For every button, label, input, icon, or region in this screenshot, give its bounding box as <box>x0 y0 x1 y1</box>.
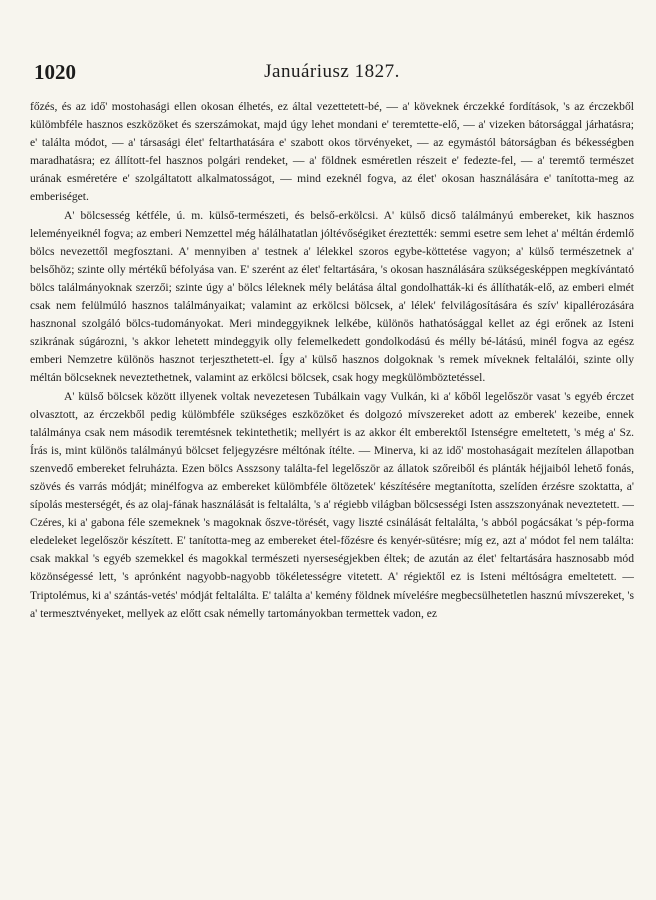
book-page <box>30 60 634 880</box>
paragraph-continuation: főzés, és az idő' mostohasági ellen okosan élhetés, ez által vezettetett-bé, — a' köveknek érczekké fordítások, 's az érczekből külömbféle hasznos eszközöket és szerszámokat, majd úgy lehet mondani e' teremtette-elő, — a' vizeken bátorsággal járhatásra; e' találta módot, — a' társasági élet' feltarthatására e' szabott okos törvényeket, — az egymástól bátorságban és békességben maradhatásra; ez állított-fel hasznos polgári rendeket, — a' földnek esméretlen részeit e' fedezte-fel, — a' teremtő természet urának esméretére e' szolgáltatott alkalmatosságot, — mind ezeknél fogva, az élet' okosan használására e' tanította-meg az emberiséget. <box>30 100 634 204</box>
paragraph-wisdom-types: A' bölcsesség kétféle, ú. m. külső-természeti, és belső-erkölcsi. A' külső dicső találmányú embereket, kik hasznos leleményeiknél fogva; az emberi Nemzettel még hálálhatatlan jóltévőségiket éreztették: semmi esetre sem lehet a' méltán érdemlő bölcs nevezettől megfosztani. A' mennyiben a' testnek a' lélekkel szoros egybe-köttetése vagyon; a' külső természetnek a' belsőhöz; szinte olly mértékű béfolyása van. E' szerént az élet' feltartására, 's okosan használására szükségesképpen megkívántató bölcs találmányoknak szerzői; szinte úgy a' bölcs léleknek mély belátása által gondolhatták-ki és állíthaták-elő, az emberi elmét csak nem felülmúló hasznos találmányaikat; valamint az erkölcsi bölcsek, a' lélek' felvilágosítására és szív' kipallérozására hasznonal szolgáló bölcs-tudományokat. Meri mindeggyiknek lelkébe, különös hathatósággal kellet az égi erőnek az Isteni szikrának súgározni, 's akkor lehetett mindeggyik olly felemelkedett gondolkodású és mélly bé-látású, minél fogva az egész emberi Nemzetre különös hasznot terjeszthetett-el. Így a' külső hasznos dolgoknak 's remek míveknek feltalálói, szinte olly méltán bölcseknek neveztethetnek, valamint az erkölcsi bölcsek, csak hogy megkülömböztetéssel. <box>30 208 634 385</box>
page-number: 1020 <box>34 60 76 84</box>
body-text <box>30 98 634 623</box>
page-header <box>30 60 634 90</box>
paragraph-outer-sages: A' külső bölcsek között illyenek voltak nevezetesen Tubálkain vagy Vulkán, ki a' kőből legelőször vasat 's egyéb érczet olvasztott, az érczekből pedig külömbféle szükséges eszközöket és dolgozó mívszereket adott az emberek' kezeibe, ennek találmánya csak nem második teremtésnek tekintethetik; mellyért is az akkor élt emberektől Istenségre emeltetett, 's még a' Sz. Írás is, mint különös találmányú bölcset feljegyzésre méltónak ítélte. — Minerva, ki az idő' mostohaságait mezítelen állapotban szenvedő embereket felruházta. Ezen bölcs Asszsony találta-fel legelőször az állatok szőreiből és plánták héjjaiból lehető fonás, szövés és varrás módját; minélfogva az embereket külömbféle öltözetek' készítésére megtanította, szelíden érzésre szoktatta, a' sípolás mesterségét, és az olaj-fának használását is feltalálta, 's a' régiebb világban bölcsességi Isten asszszonyának neveztetett. — Czéres, ki a' gabona féle szemeknek 's magoknak őszve-törését, vagy liszté csinálását feltalálta, 's abból pogácsákat 's pép-forma eledeleket legelőször készített. E' tanította-meg az embereket étel-főzésre és kenyér-sütésre; míg ez, azt a' módot fel nem találta: csak makkal 's egyéb szemekkel és magokkal természeti nyerseségjekben éltek; de azután az élet' feltartására hasznosabb mód közönségessé lett, 's aprónként nagyobb-nagyobb tökéletességre vitetett. A' régiektől ez is Isteni méltóságra emeltetett. — Triptolémus, ki a' szántás-vetés' módját feltalálta. E' találta a' kemény földnek míveléśre megbecsülhetetlen hasznú mívszereket, 's a' termesztvényeket, mellyek az előtt csak némelly tartományokban termettek vadon, ez <box>30 389 634 620</box>
running-title: Januáriusz 1827. <box>264 61 400 82</box>
